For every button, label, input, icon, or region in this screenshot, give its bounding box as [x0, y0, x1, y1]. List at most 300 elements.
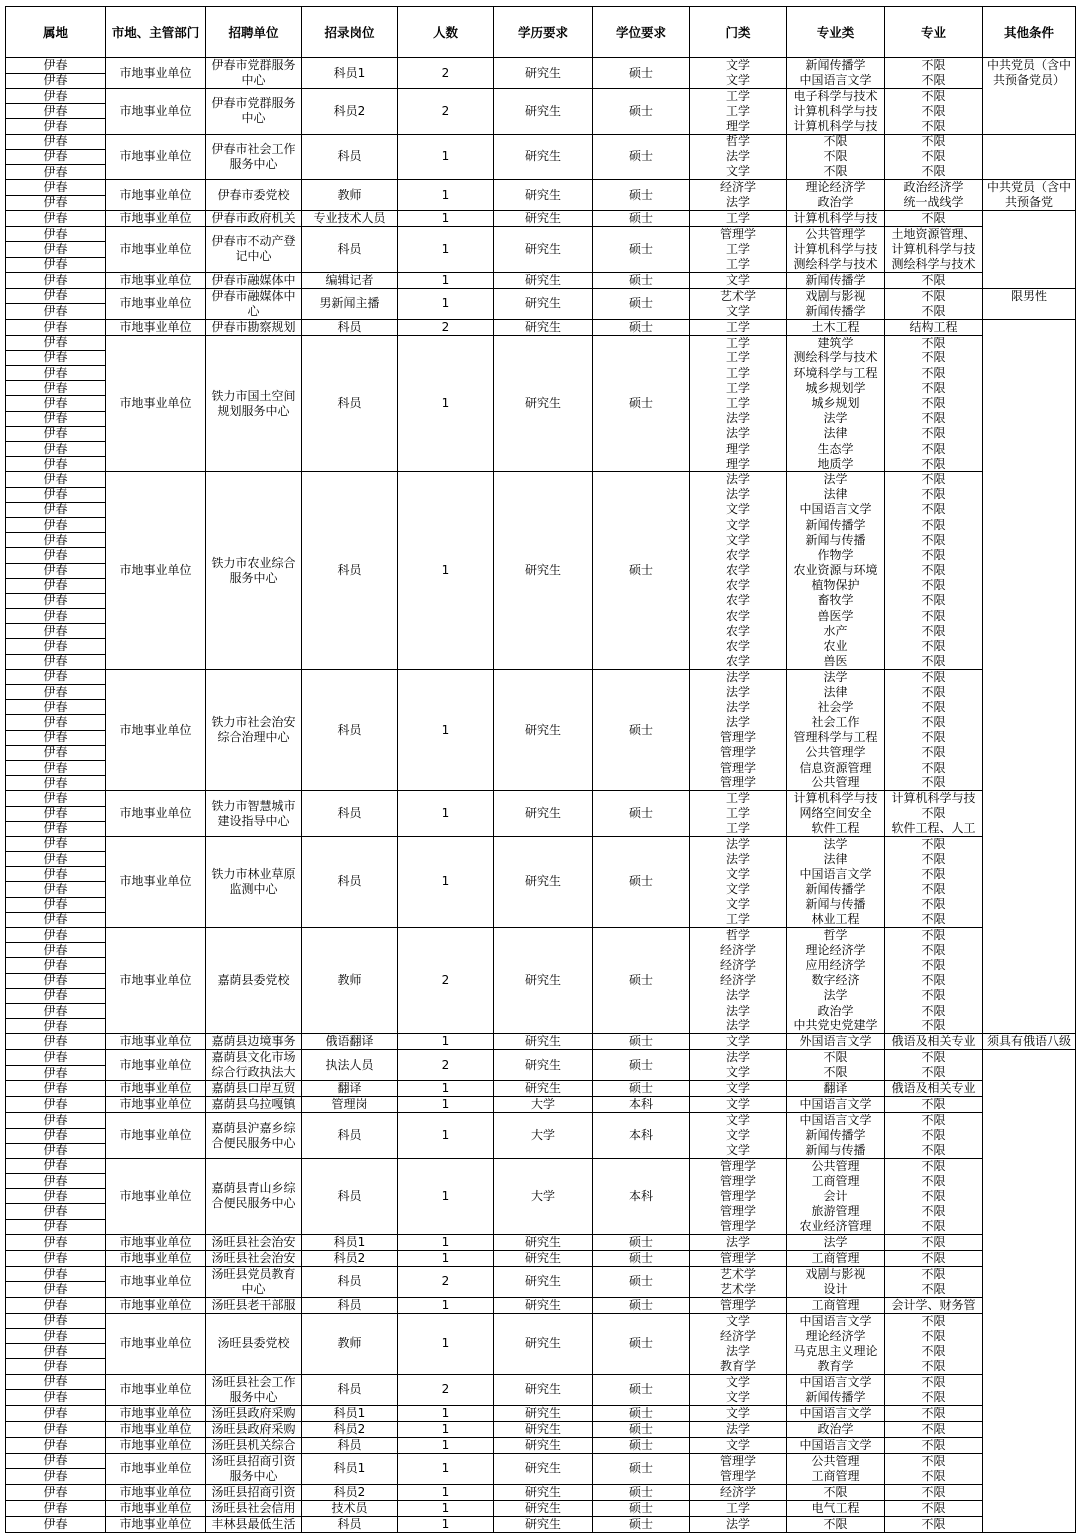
major-cell: 不限 — [885, 502, 983, 517]
major-cell: 不限 — [885, 1097, 983, 1113]
location-cell: 伊春 — [6, 912, 106, 927]
location-cell: 伊春 — [6, 928, 106, 943]
category-cell: 艺术学 — [690, 1266, 787, 1282]
major-cell: 不限 — [885, 396, 983, 411]
department-cell: 市地事业单位 — [106, 1158, 206, 1234]
education-cell: 研究生 — [494, 89, 593, 135]
category-cell: 工学 — [690, 350, 787, 365]
major-cell: 不限 — [885, 1437, 983, 1453]
major-cell: 不限 — [885, 411, 983, 426]
major-cell: 不限 — [885, 958, 983, 973]
table-row — [6, 211, 1076, 227]
major-class-cell: 中国语言文学 — [787, 1437, 885, 1453]
table-row — [6, 180, 1076, 196]
unit-cell: 铁力市社会治安综合治理中心 — [206, 669, 302, 791]
count-cell: 2 — [398, 319, 494, 335]
location-cell: 伊春 — [6, 806, 106, 821]
degree-cell: 硕士 — [593, 1405, 690, 1421]
major-cell: 不限 — [885, 134, 983, 149]
location-cell: 伊春 — [6, 1003, 106, 1018]
category-cell: 工学 — [690, 366, 787, 381]
department-cell: 市地事业单位 — [106, 1234, 206, 1250]
category-cell: 经济学 — [690, 1484, 787, 1500]
table-row — [6, 1500, 1076, 1516]
major-cell: 计算机科学与技 — [885, 791, 983, 806]
major-class-cell: 公共管理 — [787, 1158, 885, 1173]
major-class-cell: 中国语言文学 — [787, 1113, 885, 1128]
major-cell: 不限 — [885, 639, 983, 654]
location-cell: 伊春 — [6, 1050, 106, 1066]
post-cell: 执法人员 — [302, 1050, 398, 1081]
category-cell: 法学 — [690, 1344, 787, 1359]
location-cell: 伊春 — [6, 1081, 106, 1097]
count-cell: 1 — [398, 836, 494, 927]
category-cell: 法学 — [690, 1019, 787, 1034]
category-cell: 法学 — [690, 149, 787, 164]
category-cell: 工学 — [690, 806, 787, 821]
location-cell: 伊春 — [6, 89, 106, 104]
department-cell: 市地事业单位 — [106, 180, 206, 211]
major-class-cell: 翻译 — [787, 1081, 885, 1097]
location-cell: 伊春 — [6, 1344, 106, 1359]
location-cell: 伊春 — [6, 867, 106, 882]
department-cell: 市地事业单位 — [106, 791, 206, 837]
major-class-cell: 农业经济管理 — [787, 1219, 885, 1234]
major-cell: 不限 — [885, 426, 983, 441]
education-cell: 研究生 — [494, 1266, 593, 1297]
unit-cell: 伊春市委党校 — [206, 180, 302, 211]
category-cell: 法学 — [690, 1421, 787, 1437]
count-cell: 1 — [398, 1437, 494, 1453]
location-cell: 伊春 — [6, 472, 106, 487]
major-class-cell: 测绘科学与技术 — [787, 350, 885, 365]
major-class-cell: 新闻与传播 — [787, 897, 885, 912]
location-cell: 伊春 — [6, 180, 106, 196]
major-class-cell: 不限 — [787, 134, 885, 149]
category-cell: 文学 — [690, 882, 787, 897]
department-cell: 市地事业单位 — [106, 472, 206, 669]
unit-cell: 伊春市不动产登记中心 — [206, 227, 302, 273]
major-class-cell: 植物保护 — [787, 578, 885, 593]
major-cell: 不限 — [885, 852, 983, 867]
table-row — [6, 1297, 1076, 1313]
education-cell: 研究生 — [494, 791, 593, 837]
location-cell: 伊春 — [6, 457, 106, 472]
unit-cell: 嘉荫县口岸互贸 — [206, 1081, 302, 1097]
education-cell: 研究生 — [494, 1437, 593, 1453]
count-cell: 2 — [398, 1266, 494, 1297]
major-class-cell: 土木工程 — [787, 319, 885, 335]
location-cell: 伊春 — [6, 1313, 106, 1328]
major-cell: 不限 — [885, 366, 983, 381]
major-class-cell: 中国语言文学 — [787, 1097, 885, 1113]
major-class-cell: 工商管理 — [787, 1174, 885, 1189]
table-row — [6, 1484, 1076, 1500]
unit-cell: 汤旺县党员教育中心 — [206, 1266, 302, 1297]
header-unit: 招聘单位 — [206, 7, 302, 58]
major-cell: 不限 — [885, 973, 983, 988]
major-cell: 不限 — [885, 1050, 983, 1066]
header-count: 人数 — [398, 7, 494, 58]
category-cell: 法学 — [690, 669, 787, 684]
unit-cell: 伊春市社会工作服务中心 — [206, 134, 302, 180]
location-cell: 伊春 — [6, 1390, 106, 1406]
education-cell: 大学 — [494, 1097, 593, 1113]
location-cell: 伊春 — [6, 227, 106, 242]
education-cell: 研究生 — [494, 288, 593, 319]
count-cell: 1 — [398, 272, 494, 288]
major-class-cell: 中国语言文学 — [787, 867, 885, 882]
unit-cell: 嘉荫县边境事务 — [206, 1034, 302, 1050]
degree-cell: 本科 — [593, 1113, 690, 1159]
count-cell: 1 — [398, 180, 494, 211]
category-cell: 法学 — [690, 700, 787, 715]
post-cell: 科员2 — [302, 1250, 398, 1266]
major-class-cell: 社会工作 — [787, 715, 885, 730]
major-class-cell: 理论经济学 — [787, 180, 885, 196]
department-cell: 市地事业单位 — [106, 1500, 206, 1516]
education-cell: 大学 — [494, 1158, 593, 1234]
education-cell: 研究生 — [494, 928, 593, 1034]
major-class-cell: 软件工程 — [787, 821, 885, 836]
table-row — [6, 288, 1076, 304]
post-cell: 管理岗 — [302, 1097, 398, 1113]
major-class-cell: 政治学 — [787, 1421, 885, 1437]
major-cell: 不限 — [885, 563, 983, 578]
header-major: 专业 — [885, 7, 983, 58]
degree-cell: 硕士 — [593, 335, 690, 472]
count-cell: 1 — [398, 1034, 494, 1050]
major-cell: 不限 — [885, 104, 983, 119]
post-cell: 科员 — [302, 791, 398, 837]
category-cell: 经济学 — [690, 1329, 787, 1344]
major-cell: 不限 — [885, 882, 983, 897]
degree-cell: 硕士 — [593, 227, 690, 273]
major-class-cell: 法律 — [787, 852, 885, 867]
major-class-cell: 新闻传播学 — [787, 882, 885, 897]
degree-cell: 硕士 — [593, 1297, 690, 1313]
post-cell: 翻译 — [302, 1081, 398, 1097]
location-cell: 伊春 — [6, 1113, 106, 1128]
major-class-cell: 不限 — [787, 1484, 885, 1500]
post-cell: 科员1 — [302, 1405, 398, 1421]
category-cell: 工学 — [690, 242, 787, 257]
department-cell: 市地事业单位 — [106, 1266, 206, 1297]
category-cell: 文学 — [690, 867, 787, 882]
location-cell: 伊春 — [6, 791, 106, 806]
category-cell: 管理学 — [690, 227, 787, 242]
category-cell: 理学 — [690, 119, 787, 134]
major-cell: 俄语及相关专业 — [885, 1081, 983, 1097]
category-cell: 管理学 — [690, 1469, 787, 1485]
major-class-cell: 信息资源管理 — [787, 760, 885, 775]
education-cell: 研究生 — [494, 134, 593, 180]
location-cell: 伊春 — [6, 1484, 106, 1500]
location-cell: 伊春 — [6, 487, 106, 502]
post-cell: 教师 — [302, 180, 398, 211]
education-cell: 研究生 — [494, 1421, 593, 1437]
degree-cell: 硕士 — [593, 836, 690, 927]
table-row — [6, 1437, 1076, 1453]
location-cell: 伊春 — [6, 943, 106, 958]
unit-cell: 嘉荫县委党校 — [206, 928, 302, 1034]
table-row — [6, 1034, 1076, 1050]
major-cell: 不限 — [885, 654, 983, 669]
category-cell: 文学 — [690, 1081, 787, 1097]
major-cell: 政治经济学 — [885, 180, 983, 196]
location-cell: 伊春 — [6, 211, 106, 227]
major-class-cell: 法律 — [787, 487, 885, 502]
unit-cell: 伊春市勘察规划 — [206, 319, 302, 335]
category-cell: 法学 — [690, 472, 787, 487]
table-row — [6, 1050, 1076, 1066]
major-cell: 不限 — [885, 1143, 983, 1158]
table-row — [6, 1516, 1076, 1532]
major-class-cell: 不限 — [787, 1065, 885, 1081]
location-cell: 伊春 — [6, 852, 106, 867]
location-cell: 伊春 — [6, 1500, 106, 1516]
major-class-cell: 中国语言文学 — [787, 1405, 885, 1421]
category-cell: 管理学 — [690, 1174, 787, 1189]
category-cell: 农学 — [690, 593, 787, 608]
other-conditions-empty — [983, 211, 1076, 289]
department-cell: 市地事业单位 — [106, 1097, 206, 1113]
degree-cell: 硕士 — [593, 472, 690, 669]
major-class-cell: 会计 — [787, 1189, 885, 1204]
unit-cell: 伊春市融媒体中 — [206, 272, 302, 288]
major-class-cell: 工商管理 — [787, 1297, 885, 1313]
table-row — [6, 669, 1076, 684]
category-cell: 工学 — [690, 257, 787, 272]
major-class-cell: 旅游管理 — [787, 1204, 885, 1219]
table-row — [6, 1158, 1076, 1173]
location-cell: 伊春 — [6, 1234, 106, 1250]
location-cell: 伊春 — [6, 411, 106, 426]
table-row — [6, 1313, 1076, 1328]
post-cell: 科员2 — [302, 1421, 398, 1437]
location-cell: 伊春 — [6, 654, 106, 669]
unit-cell: 汤旺县社会信用 — [206, 1500, 302, 1516]
post-cell: 科员 — [302, 1113, 398, 1159]
unit-cell: 汤旺县社会治安 — [206, 1250, 302, 1266]
education-cell: 研究生 — [494, 1234, 593, 1250]
major-cell: 不限 — [885, 988, 983, 1003]
table-row — [6, 319, 1076, 335]
location-cell: 伊春 — [6, 730, 106, 745]
major-cell: 不限 — [885, 1313, 983, 1328]
major-class-cell: 生态学 — [787, 442, 885, 457]
department-cell: 市地事业单位 — [106, 1250, 206, 1266]
major-cell: 不限 — [885, 533, 983, 548]
other-conditions-cell: 限男性 — [983, 288, 1076, 319]
major-cell: 不限 — [885, 1189, 983, 1204]
category-cell: 文学 — [690, 58, 787, 74]
category-cell: 理学 — [690, 457, 787, 472]
count-cell: 1 — [398, 335, 494, 472]
major-cell: 不限 — [885, 897, 983, 912]
location-cell: 伊春 — [6, 1250, 106, 1266]
location-cell: 伊春 — [6, 548, 106, 563]
department-cell: 市地事业单位 — [106, 669, 206, 791]
education-cell: 研究生 — [494, 1313, 593, 1374]
major-cell: 统一战线学 — [885, 195, 983, 211]
header-other: 其他条件 — [983, 7, 1076, 58]
unit-cell: 汤旺县委党校 — [206, 1313, 302, 1374]
major-class-cell: 电气工程 — [787, 1500, 885, 1516]
unit-cell: 丰林县最低生活 — [206, 1516, 302, 1532]
degree-cell: 硕士 — [593, 791, 690, 837]
education-cell: 研究生 — [494, 1297, 593, 1313]
department-cell: 市地事业单位 — [106, 928, 206, 1034]
education-cell: 研究生 — [494, 1081, 593, 1097]
department-cell: 市地事业单位 — [106, 288, 206, 319]
category-cell: 法学 — [690, 487, 787, 502]
category-cell: 文学 — [690, 1143, 787, 1158]
category-cell: 经济学 — [690, 943, 787, 958]
major-cell: 不限 — [885, 867, 983, 882]
category-cell: 工学 — [690, 319, 787, 335]
major-class-cell: 计算机科学与技 — [787, 242, 885, 257]
education-cell: 研究生 — [494, 58, 593, 89]
location-cell: 伊春 — [6, 242, 106, 257]
unit-cell: 嘉荫县文化市场综合行政执法大 — [206, 1050, 302, 1081]
location-cell: 伊春 — [6, 517, 106, 532]
count-cell: 1 — [398, 1421, 494, 1437]
post-cell: 俄语翻译 — [302, 1034, 398, 1050]
unit-cell: 嘉荫县沪嘉乡综合便民服务中心 — [206, 1113, 302, 1159]
unit-cell: 铁力市国土空间规划服务中心 — [206, 335, 302, 472]
degree-cell: 硕士 — [593, 1234, 690, 1250]
category-cell: 农学 — [690, 563, 787, 578]
count-cell: 1 — [398, 1234, 494, 1250]
category-cell: 农学 — [690, 639, 787, 654]
location-cell: 伊春 — [6, 973, 106, 988]
table-row — [6, 836, 1076, 851]
post-cell: 科员 — [302, 472, 398, 669]
location-cell: 伊春 — [6, 578, 106, 593]
category-cell: 法学 — [690, 715, 787, 730]
category-cell: 管理学 — [690, 776, 787, 791]
post-cell: 科员1 — [302, 1234, 398, 1250]
location-cell: 伊春 — [6, 745, 106, 760]
major-class-cell: 中国语言文学 — [787, 1374, 885, 1390]
post-cell: 科员 — [302, 134, 398, 180]
count-cell: 1 — [398, 1081, 494, 1097]
education-cell: 研究生 — [494, 472, 593, 669]
major-cell: 不限 — [885, 1374, 983, 1390]
major-class-cell: 管理科学与工程 — [787, 730, 885, 745]
location-cell: 伊春 — [6, 288, 106, 304]
category-cell: 管理学 — [690, 745, 787, 760]
category-cell: 文学 — [690, 1313, 787, 1328]
unit-cell: 汤旺县机关综合 — [206, 1437, 302, 1453]
location-cell: 伊春 — [6, 119, 106, 134]
major-class-cell: 新闻传播学 — [787, 1128, 885, 1143]
unit-cell: 汤旺县招商引资 — [206, 1484, 302, 1500]
category-cell: 文学 — [690, 272, 787, 288]
count-cell: 1 — [398, 1297, 494, 1313]
table-row — [6, 1453, 1076, 1469]
location-cell: 伊春 — [6, 1174, 106, 1189]
major-class-cell: 电子科学与技术 — [787, 89, 885, 104]
category-cell: 文学 — [690, 1374, 787, 1390]
major-class-cell: 畜牧学 — [787, 593, 885, 608]
department-cell: 市地事业单位 — [106, 1437, 206, 1453]
category-cell: 工学 — [690, 104, 787, 119]
major-class-cell: 中国语言文学 — [787, 502, 885, 517]
major-cell: 不限 — [885, 89, 983, 104]
count-cell: 1 — [398, 211, 494, 227]
category-cell: 经济学 — [690, 973, 787, 988]
major-class-cell: 计算机科学与技 — [787, 119, 885, 134]
major-class-cell: 中共党史党建学 — [787, 1019, 885, 1034]
department-cell: 市地事业单位 — [106, 335, 206, 472]
major-class-cell: 政治学 — [787, 195, 885, 211]
location-cell: 伊春 — [6, 335, 106, 350]
major-class-cell: 兽医学 — [787, 609, 885, 624]
degree-cell: 硕士 — [593, 1266, 690, 1297]
degree-cell: 硕士 — [593, 1374, 690, 1405]
education-cell: 研究生 — [494, 1050, 593, 1081]
major-cell: 不限 — [885, 1019, 983, 1034]
category-cell: 文学 — [690, 517, 787, 532]
major-cell: 不限 — [885, 164, 983, 179]
major-class-cell: 法学 — [787, 988, 885, 1003]
category-cell: 管理学 — [690, 1453, 787, 1469]
department-cell: 市地事业单位 — [106, 1113, 206, 1159]
category-cell: 农学 — [690, 624, 787, 639]
major-cell: 不限 — [885, 1516, 983, 1532]
major-class-cell: 农业 — [787, 639, 885, 654]
education-cell: 研究生 — [494, 1484, 593, 1500]
count-cell: 2 — [398, 1374, 494, 1405]
major-class-cell: 法学 — [787, 472, 885, 487]
major-class-cell: 法律 — [787, 685, 885, 700]
post-cell: 技术员 — [302, 1500, 398, 1516]
major-cell: 不限 — [885, 335, 983, 350]
category-cell: 农学 — [690, 609, 787, 624]
degree-cell: 硕士 — [593, 211, 690, 227]
location-cell: 伊春 — [6, 396, 106, 411]
table-row — [6, 1374, 1076, 1390]
major-cell: 不限 — [885, 548, 983, 563]
major-cell: 不限 — [885, 288, 983, 304]
table-row — [6, 1421, 1076, 1437]
department-cell: 市地事业单位 — [106, 1297, 206, 1313]
location-cell: 伊春 — [6, 700, 106, 715]
department-cell: 市地事业单位 — [106, 1050, 206, 1081]
unit-cell: 汤旺县社会治安 — [206, 1234, 302, 1250]
degree-cell: 硕士 — [593, 1250, 690, 1266]
location-cell: 伊春 — [6, 502, 106, 517]
table-row — [6, 1250, 1076, 1266]
department-cell: 市地事业单位 — [106, 1034, 206, 1050]
other-conditions-cell: 中共党员（含中共预备党 — [983, 180, 1076, 211]
degree-cell: 硕士 — [593, 1313, 690, 1374]
major-cell: 不限 — [885, 1158, 983, 1173]
major-cell: 测绘科学与技术 — [885, 257, 983, 272]
major-cell: 不限 — [885, 745, 983, 760]
major-cell: 不限 — [885, 472, 983, 487]
table-row — [6, 472, 1076, 487]
major-class-cell: 计算机科学与技 — [787, 791, 885, 806]
degree-cell: 硕士 — [593, 288, 690, 319]
category-cell: 法学 — [690, 195, 787, 211]
major-cell: 不限 — [885, 685, 983, 700]
major-cell: 不限 — [885, 578, 983, 593]
major-cell: 软件工程、人工 — [885, 821, 983, 836]
major-class-cell: 新闻传播学 — [787, 1390, 885, 1406]
